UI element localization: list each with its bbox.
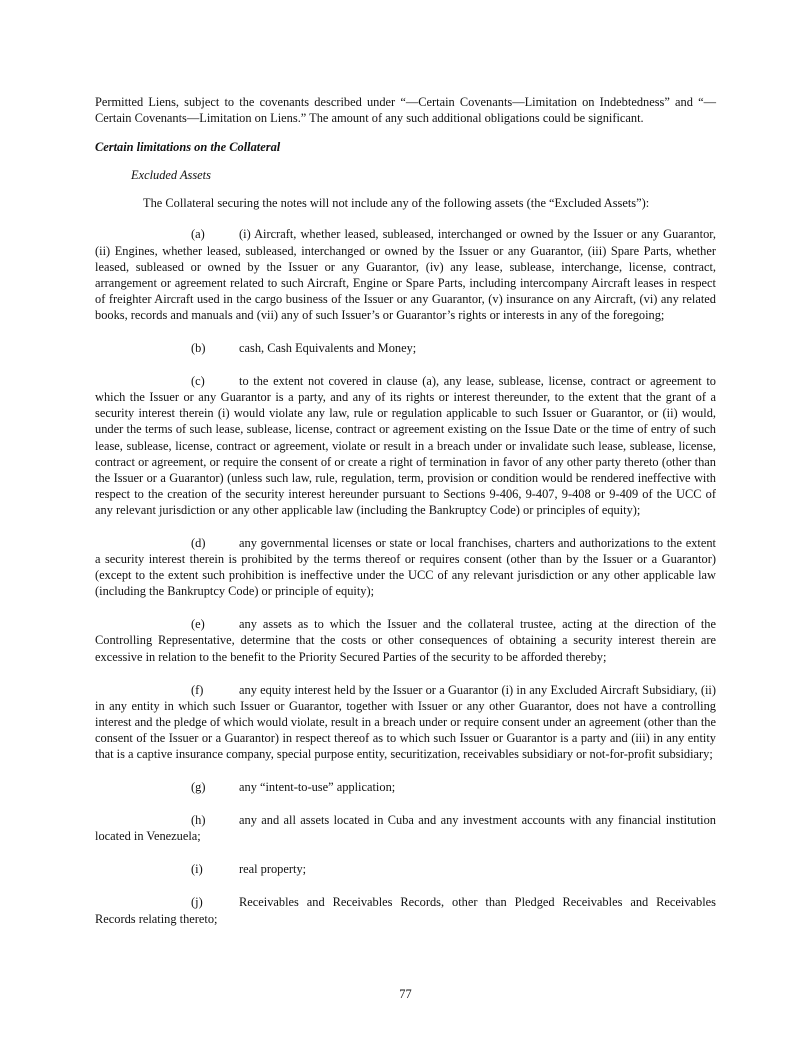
clause-i <box>95 861 716 877</box>
clause-text: any assets as to which the Issuer and the collateral trustee, acting at the direction of the Controlling Representative, determine that the costs or other consequences of obtaining a security interest therein are excessive in relation to the benefit to the Priority Secured Parties of the security to be afforded thereby; <box>95 617 716 664</box>
lead-paragraph: The Collateral securing the notes will not include any of the following assets (the “Excluded Assets”): <box>143 196 650 211</box>
clause-label: (e) <box>191 617 205 632</box>
clause-text: to the extent not covered in clause (a), any lease, sublease, license, contract or agreement to which the Issuer or any Guarantor is a party, and any of its rights or interest thereunder, to the extent that the grant of a security interest therein (i) would violate any law, rule or regulation applicable to such Issuer or Guarantor, or (ii) would, under the terms of such lease, sublease, license, contract or agreement existing on the Issue Date or the time of entry of such lease, sublease, license, contract or agreement, violate or result in a breach under or invalidate such lease, sublease, license, contract or agreement, or require the consent of or create a right of termination in favor of any other party thereto (other than the Issuer or a Guarantor) (unless such law, rule, regulation, term, provision or condition would be rendered ineffective with respect to the creation of the security interest hereunder pursuant to Sections 9-406, 9-407, 9-408 or 9-409 of the UCC of any relevant jurisdiction or any other applicable law (including the Bankruptcy Code) or principles of equity); <box>95 374 716 517</box>
subsection-heading: Excluded Assets <box>131 168 211 183</box>
clause-text: Receivables and Receivables Records, other than Pledged Receivables and Receivables Records relating thereto; <box>95 895 716 926</box>
clause-label: (f) <box>191 682 204 697</box>
clause-text: any “intent-to-use” application; <box>239 780 396 795</box>
intro-paragraph: Permitted Liens, subject to the covenants described under “—Certain Covenants—Limitation on Indebtedness” and “—Certain Covenants—Limitation on Liens.” The amount of any such additional obligations could be significant. <box>95 95 716 126</box>
clause-text: any governmental licenses or state or local franchises, charters and authorizations to the extent a security interest therein is prohibited by the terms thereof or requires consent (other than by the Issuer or a Guarantor) (except to the extent such prohibition is ineffective under the UCC of any relevant jurisdiction or any other applicable law (including the Bankruptcy Code) or principle of equity); <box>95 535 716 599</box>
clause-label: (c) <box>191 374 205 389</box>
clause-label: (b) <box>191 341 206 356</box>
clause-d <box>95 535 716 599</box>
document-page <box>95 94 716 944</box>
page-number: 77 <box>399 987 412 1001</box>
clause-e <box>95 616 716 664</box>
clause-text: real property; <box>239 862 307 877</box>
clause-h <box>95 812 716 844</box>
clause-f <box>95 682 716 762</box>
clause-text: any equity interest held by the Issuer or a Guarantor (i) in any Excluded Aircraft Subsidiary, (ii) in any entity in which such Issuer or Guarantor, together with Issuer or any other Guarantor, does not have a controlling interest and the pledge of which would violate, result in a breach under or require consent under an agreement (other than the consent of the Issuer or a Guarantor) in respect thereof as to which such Issuer or Guarantor is a party and (iii) in any entity that is a captive insurance company, special purpose entity, securitization, receivables subsidiary or not-for-profit subsidiary; <box>95 682 716 761</box>
clause-label: (d) <box>191 535 206 550</box>
clause-label: (h) <box>191 813 206 828</box>
clause-text: any and all assets located in Cuba and any investment accounts with any financial institution located in Venezuela; <box>95 813 716 844</box>
section-heading: Certain limitations on the Collateral <box>95 140 281 155</box>
clause-label: (i) <box>191 862 203 877</box>
clause-label: (g) <box>191 780 206 795</box>
clause-a <box>95 226 716 323</box>
clause-label: (j) <box>191 895 203 910</box>
clause-j <box>95 894 716 926</box>
clause-g <box>95 779 716 795</box>
clause-text: (i) Aircraft, whether leased, subleased, interchanged or owned by the Issuer or any Guarantor, (ii) Engines, whether leased, subleased, interchanged or owned by the Issuer or any Guarantor, (iii) Spare Parts, whether leased, subleased or owned by the Issuer or any Guarantor, (iv) any lease, sublease, interchange, license, contract, arrangement or agreement related to such Aircraft, Engine or Spare Parts, including intercompany Aircraft leases in respect of freighter Aircraft used in the cargo business of the Issuer or any Guarantor, (v) insurance on any Aircraft, (vi) any related books, records and manuals and (vii) any of such Issuer’s or Guarantor’s rights or interests in any of the foregoing; <box>95 227 716 322</box>
clause-c <box>95 373 716 518</box>
clause-text: cash, Cash Equivalents and Money; <box>239 341 417 356</box>
clause-b <box>95 340 716 356</box>
clause-label: (a) <box>191 227 205 242</box>
